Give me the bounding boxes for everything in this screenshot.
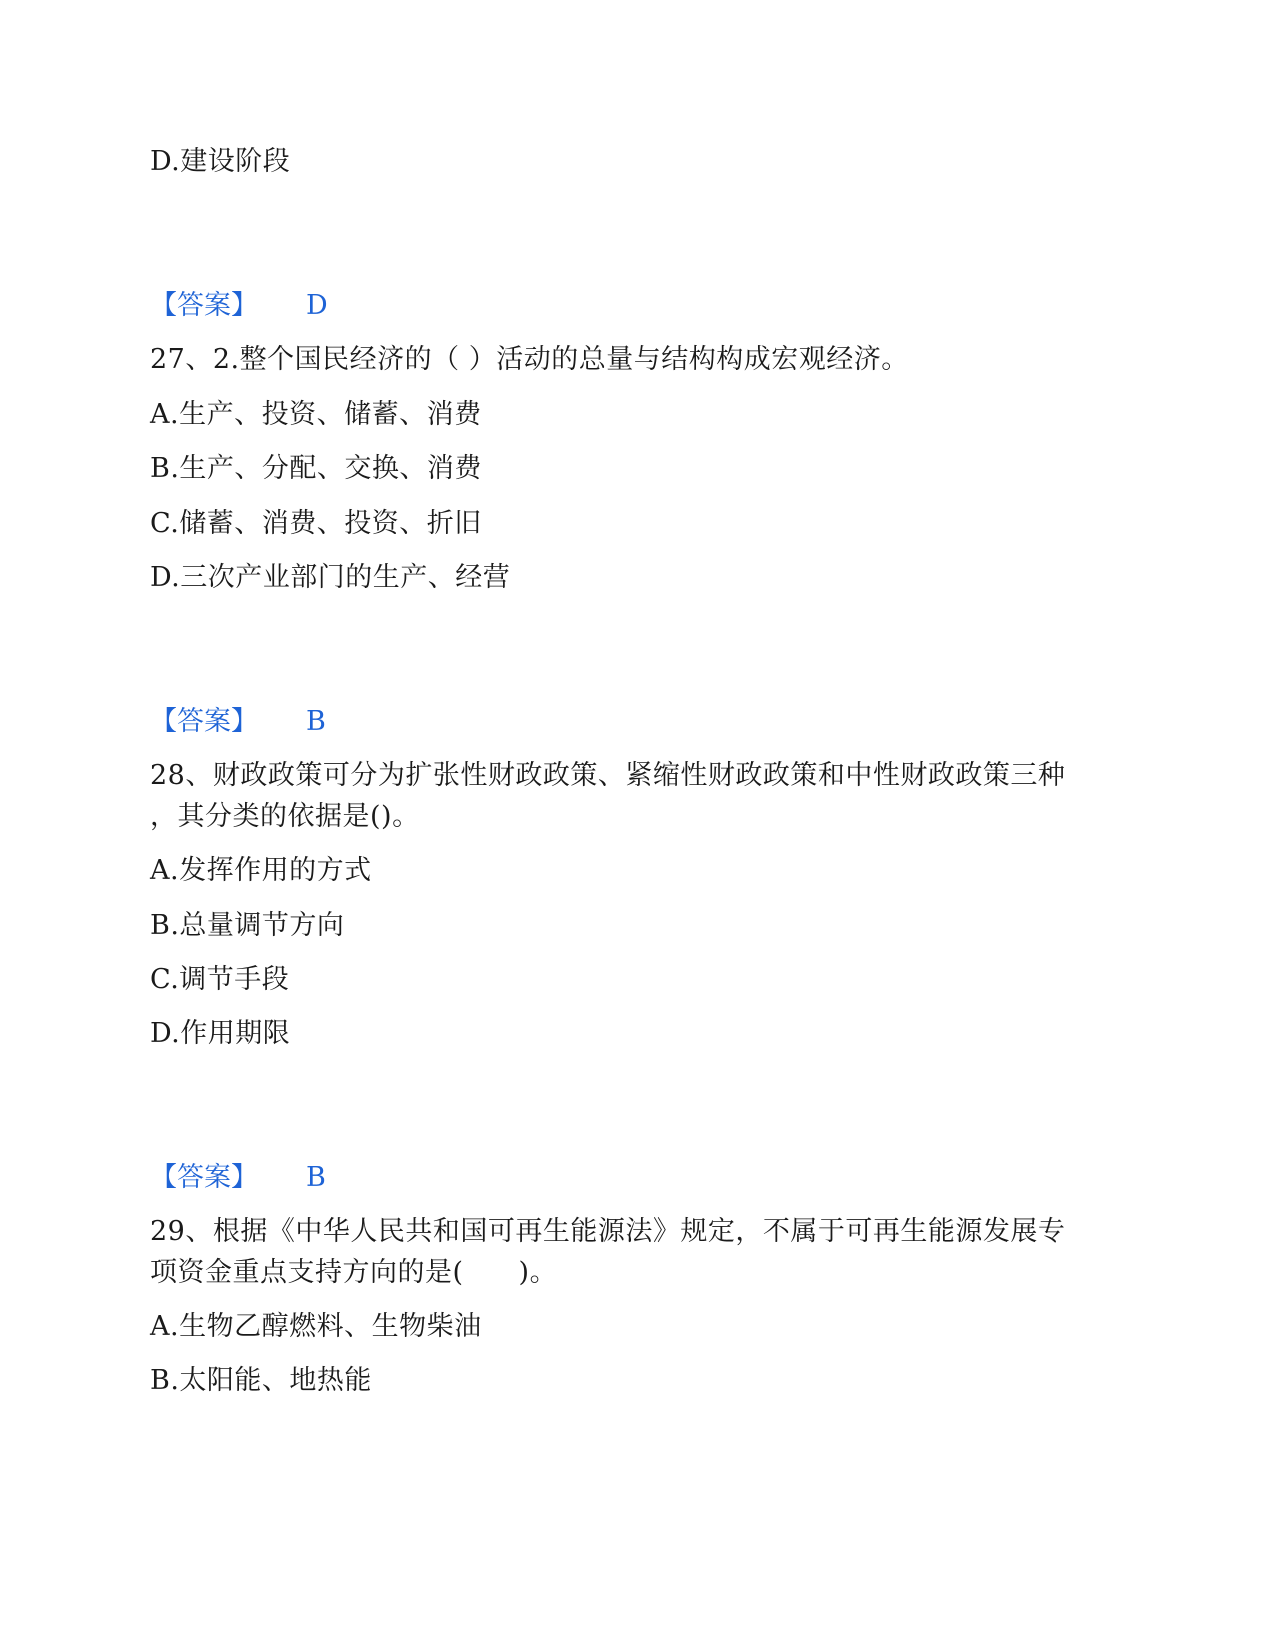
q28-answer (150, 1161, 326, 1195)
q28-option-a: A.发挥作用的方式 (150, 855, 372, 886)
q29-option-a: A.生物乙醇燃料、生物柴油 (150, 1311, 482, 1342)
answer-tag: 【答案】 (150, 290, 258, 321)
q27-option-a: A.生产、投资、储蓄、消费 (150, 399, 482, 430)
q27-option-b: B.生产、分配、交换、消费 (150, 453, 482, 484)
q28-option-d: D.作用期限 (150, 1018, 291, 1049)
q27-option-c: C.储蓄、消费、投资、折旧 (150, 508, 482, 539)
q29-option-b: B.太阳能、地热能 (150, 1365, 372, 1396)
answer-tag: 【答案】 (150, 706, 258, 737)
q27-question: 27、2.整个国民经济的（ ）活动的总量与结构构成宏观经济。 (150, 344, 909, 375)
q26-option-d: D.建设阶段 (150, 146, 291, 177)
q28-question-line1: 28、财政政策可分为扩张性财政政策、紧缩性财政政策和中性财政政策三种 (150, 760, 1066, 791)
answer-value: D (306, 290, 328, 321)
q29-question-line1: 29、根据《中华人民共和国可再生能源法》规定，不属于可再生能源发展专 (150, 1216, 1066, 1247)
q28-option-b: B.总量调节方向 (150, 910, 345, 941)
q27-answer (150, 705, 326, 739)
q28-option-c: C.调节手段 (150, 964, 290, 995)
q29-question-line2: 项资金重点支持方向的是( )。 (150, 1257, 558, 1288)
answer-value: B (306, 1162, 326, 1193)
answer-value: B (306, 706, 326, 737)
q26-answer (150, 289, 328, 323)
q28-question-line2: ，其分类的依据是()。 (150, 801, 420, 832)
answer-tag: 【答案】 (150, 1162, 258, 1193)
q27-option-d: D.三次产业部门的生产、经营 (150, 562, 511, 593)
